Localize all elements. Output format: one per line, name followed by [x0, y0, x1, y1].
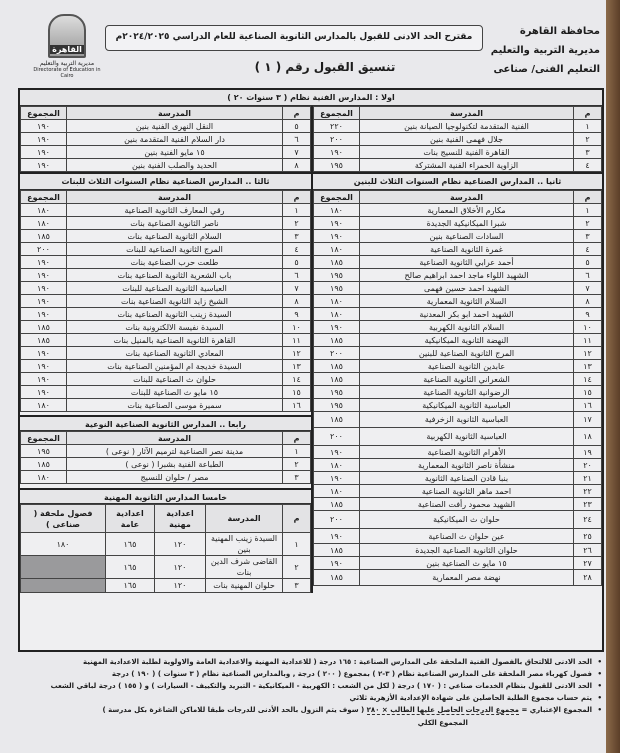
school-name: ١٥ مايو الفنية بنين — [67, 146, 283, 159]
row-number: ١٠ — [574, 321, 602, 334]
table-row — [21, 321, 311, 334]
school-name: السيدة خديجة ام المؤمنين الصناعية بنات — [67, 360, 283, 373]
row-number: ١٢ — [283, 347, 311, 360]
min-score: ١٨٠ — [21, 399, 67, 412]
min-score: ١٨٠ — [21, 471, 67, 484]
school-name: السلام الثانوية الكهربية — [360, 321, 574, 334]
min-score: ١٨٥ — [21, 334, 67, 347]
col-number: م — [574, 191, 602, 204]
row-number: ٢١ — [574, 472, 602, 485]
row-number: ١٢ — [574, 347, 602, 360]
notes-list — [16, 656, 604, 729]
school-name: القاهرة الثانوية الصناعية بالمنيل بنات — [67, 334, 283, 347]
min-score: ٢٢٠ — [314, 120, 360, 133]
min-score: ١٩٥ — [21, 445, 67, 458]
school-name: عين حلوان ث الصناعية — [360, 529, 574, 544]
row-number: ٢٨ — [574, 570, 602, 586]
table-row — [21, 243, 311, 256]
col-number: م — [283, 107, 311, 120]
school-name: النهضة الثانوية الميكانيكية — [360, 334, 574, 347]
table-row — [314, 159, 602, 172]
header-row — [21, 191, 311, 204]
col-total: المجموع — [21, 432, 67, 445]
table-row — [21, 579, 311, 593]
table-row — [314, 557, 602, 570]
min-score: ١٩٠ — [21, 146, 67, 159]
min-score: ٢٠٠ — [314, 428, 360, 446]
note: • الحد الادنى للقبول بنظام الخدمات صناعي : ( ١٧٠ ) درجة ( لكل من الشعب : الكهربية - الميكانيكية - التبريد والتكييف - السيارات ) و ( ١٥٥ ) درجة لباقي الشعب — [16, 680, 604, 692]
min-score: ١٨٥ — [314, 256, 360, 269]
school-name: الفنية المتقدمة لتكنولوجيا الصيانة بنين — [360, 120, 574, 133]
min-score: ١٨٠ — [21, 204, 67, 217]
row-number: ٣ — [283, 579, 311, 593]
school-name: الأهرام الثانوية الصناعية — [360, 446, 574, 459]
min-score: ١٩٠ — [21, 308, 67, 321]
section2-title: ثانيا .. المدارس الصناعية نظام السنوات الثلاث للبنين — [313, 174, 602, 190]
school-name: النقل النهرى الفنية بنين — [67, 120, 283, 133]
school-name: حلوان ث الميكانيكية — [360, 511, 574, 529]
min-score: ١٨٥ — [314, 334, 360, 347]
min-score: ١٨٥ — [314, 360, 360, 373]
table-row — [21, 217, 311, 230]
note: • الحد الادنى للالتحاق بالفصول الفنية الملحقة على المدارس الصناعية : ١٦٥ درجة ( للاعدادية المهنية والاعدادية العامة والاولوية لطلبة الاعدادية المهنية — [16, 656, 604, 668]
header-row — [314, 191, 602, 204]
min-score: ١٩٠ — [21, 347, 67, 360]
section4-title: رابعا .. المدارس الثانوية الصناعية النوعية — [20, 415, 311, 431]
min-score: ١٩٠ — [21, 256, 67, 269]
school-name: العباسية الثانوية الكهربية — [360, 428, 574, 446]
row-number: ٩ — [574, 308, 602, 321]
general-prep-score: ١٦٥ — [106, 556, 155, 579]
row-number: ٨ — [574, 295, 602, 308]
min-score: ١٩٠ — [21, 133, 67, 146]
col-header: اعدادية عامة — [106, 505, 155, 533]
school-name: مكارم الأخلاق المعمارية — [360, 204, 574, 217]
school-name: السلام الثانوية المعمارية — [360, 295, 574, 308]
school-name: السيدة زينب الثانوية الصناعية بنات — [67, 308, 283, 321]
row-number: ٧ — [574, 282, 602, 295]
col-total: المجموع — [21, 107, 67, 120]
min-score: ١٨٥ — [314, 498, 360, 511]
table-row — [314, 256, 602, 269]
min-score: ١٩٠ — [21, 386, 67, 399]
table-row — [314, 428, 602, 446]
min-score: ١٨٠ — [314, 308, 360, 321]
header-row — [314, 107, 602, 120]
row-number: ١٩ — [574, 446, 602, 459]
school-name: السلام الثانوية الصناعية بنات — [67, 230, 283, 243]
row-number: ٤ — [283, 243, 311, 256]
col-header: اعدادية مهنية — [154, 505, 205, 533]
formula-remark: ( سوف يتم النزول بالحد الأدنى للدرجات طبقا للاماكن الشاغرة بكل مدرسة ) — [102, 706, 365, 714]
formula-denominator: المجموع الكلي — [417, 719, 468, 727]
min-score: ١٨٠ — [314, 204, 360, 217]
row-number: ٣ — [574, 146, 602, 159]
min-score: ١٩٠ — [314, 446, 360, 459]
min-score: ١٩٠ — [21, 159, 67, 172]
general-prep-score: ١٦٥ — [106, 533, 155, 556]
directorate: مديرية التربية والتعليم — [490, 45, 600, 56]
table-row — [314, 133, 602, 146]
school-name: العباسية الثانوية الزخرفية — [360, 412, 574, 428]
min-score: ١٩٠ — [21, 269, 67, 282]
school-name: القاضى شرف الدين بنات — [206, 556, 283, 579]
min-score: ١٨٠ — [314, 243, 360, 256]
school-name: دار السلام الفنية المتقدمة بنين — [67, 133, 283, 146]
girls-schools-table — [20, 190, 311, 412]
row-number: ١٠ — [283, 321, 311, 334]
logo-subtitle: مديرية التربية والتعليم — [39, 60, 95, 67]
col-total: المجموع — [21, 191, 67, 204]
table-row — [314, 269, 602, 282]
row-number: ٢ — [283, 458, 311, 471]
school-name: السيدة نفيسة الالكترونية بنات — [67, 321, 283, 334]
vocational-prep-score: ١٢٠ — [154, 579, 205, 593]
col-school: المدرسة — [360, 107, 574, 120]
min-score: ١٩٥ — [314, 386, 360, 399]
min-score: ١٨٠ — [314, 295, 360, 308]
min-score: ١٨٥ — [314, 412, 360, 428]
school-name: العباسية الثانوية الصناعية للبنات — [67, 282, 283, 295]
logo-text: القاهرة — [50, 45, 84, 54]
row-number: ٨ — [283, 295, 311, 308]
formula-note — [16, 704, 604, 729]
row-number: ١ — [283, 533, 311, 556]
school-name: سميرة موسى الصناعية بنات — [67, 399, 283, 412]
table-row — [314, 230, 602, 243]
table-row — [21, 146, 311, 159]
school-name: حلوان ث الصناعية للبنات — [67, 373, 283, 386]
table-row — [314, 472, 602, 485]
table-row — [314, 399, 602, 412]
section1-title: اولا : المدارس الفنية نظام ( ٣ سنوات ٢٠ ) — [20, 90, 602, 106]
school-name: الطباعة الفنية بشبرا ( نوعى ) — [67, 458, 283, 471]
table-row — [21, 308, 311, 321]
row-number: ١٧ — [574, 412, 602, 428]
table-row — [314, 295, 602, 308]
school-name: الشهيد اللواء ماجد احمد ابراهيم صالح — [360, 269, 574, 282]
min-score: ١٩٥ — [314, 282, 360, 295]
row-number: ٤ — [574, 159, 602, 172]
table-row — [21, 533, 311, 556]
specialized-schools-table — [20, 431, 311, 484]
table-row — [314, 120, 602, 133]
vocational-prep-score: ١٢٠ — [154, 533, 205, 556]
row-number: ١ — [574, 204, 602, 217]
min-score: ١٨٥ — [314, 544, 360, 557]
table-row — [314, 511, 602, 529]
col-school: المدرسة — [67, 107, 283, 120]
row-number: ٢٣ — [574, 498, 602, 511]
school-name: الشيخ زايد الثانوية الصناعية بنات — [67, 295, 283, 308]
min-score: ١٨٠ — [21, 217, 67, 230]
col-header: المدرسة — [206, 505, 283, 533]
table-row — [21, 556, 311, 579]
vocational-schools-table — [20, 504, 311, 593]
section5-title: خامسا المدارس الثانوية المهنية — [20, 488, 311, 504]
min-score: ١٩٠ — [314, 230, 360, 243]
school-name: نهضة مصر المعمارية — [360, 570, 574, 586]
min-score: ٢٠٠ — [314, 511, 360, 529]
header-row — [21, 432, 311, 445]
min-score: ١٩٠ — [314, 146, 360, 159]
note: • يتم حساب مجموع الطلبة الحاصلين على شهادة الإعدادية الأزهرية ثلاثي — [16, 692, 604, 704]
school-name: بنبا قادن الصناعية الثانوية — [360, 472, 574, 485]
table-row — [314, 146, 602, 159]
school-name: رقي المعارف الثانوية الصناعية — [67, 204, 283, 217]
row-number: ١٦ — [283, 399, 311, 412]
governorate: محافظة القاهرة — [519, 26, 600, 37]
row-number: ١٦ — [574, 399, 602, 412]
table-row — [314, 485, 602, 498]
col-total: المجموع — [314, 191, 360, 204]
table-row — [314, 243, 602, 256]
annex-class-score — [21, 579, 106, 593]
background-edge — [606, 0, 620, 753]
min-score: ١٩٠ — [21, 373, 67, 386]
table-row — [21, 256, 311, 269]
school-name: ١٥ مايو ث الصناعية بنين — [360, 557, 574, 570]
note: • فصول كهرباء مصر الملحقة على المدارس الصناعية نظام ( ٣-٢ ) بمجموع ( ٢٠٠ ) درجة , وبالمدارس الصناعية نظام ( ٣ سنوات ) ( ١٩٠ ) درجة — [16, 668, 604, 680]
school-name: القاهرة الفنية للنسيج بنات — [360, 146, 574, 159]
min-score: ١٨٥ — [21, 458, 67, 471]
table-row — [21, 458, 311, 471]
row-number: ٢ — [574, 133, 602, 146]
table-row — [314, 217, 602, 230]
header-row — [21, 107, 311, 120]
min-score: ١٩٠ — [314, 529, 360, 544]
col-total: المجموع — [314, 107, 360, 120]
table-row — [21, 230, 311, 243]
department: التعليم الفنى/ صناعى — [493, 64, 600, 75]
min-score: ٢٠٠ — [314, 347, 360, 360]
table-row — [314, 334, 602, 347]
row-number: ١ — [283, 204, 311, 217]
school-name: الرضوانية الثانوية الصناعية — [360, 386, 574, 399]
table-row — [21, 282, 311, 295]
table-row — [21, 295, 311, 308]
boys-schools-table — [313, 190, 602, 586]
school-name: الشعراني الثانوية الصناعية — [360, 373, 574, 386]
annex-class-score: ١٨٠ — [21, 533, 106, 556]
table-row — [314, 360, 602, 373]
min-score: ١٩٥ — [314, 159, 360, 172]
school-name: المرج الثانوية الصناعية للبنين — [360, 347, 574, 360]
formula-fraction — [367, 704, 519, 729]
row-number: ٢٠ — [574, 459, 602, 472]
vocational-prep-score: ١٢٠ — [154, 556, 205, 579]
table-row — [314, 308, 602, 321]
school-name: طلعت حرب الصناعية بنات — [67, 256, 283, 269]
min-score: ١٨٥ — [21, 230, 67, 243]
row-number: ٧ — [283, 282, 311, 295]
col-header: فصول ملحقة ( صناعى ) — [21, 505, 106, 533]
table-row — [21, 445, 311, 458]
table-row — [314, 321, 602, 334]
annex-class-score — [21, 556, 106, 579]
school-name: المرج الثانوية الصناعية للبنات — [67, 243, 283, 256]
row-number: ٤ — [574, 243, 602, 256]
school-name: احمد ماهر الثانوية الصناعية — [360, 485, 574, 498]
header-row — [21, 505, 311, 533]
table-row — [21, 347, 311, 360]
school-name: جلال فهمى الفنية بنين — [360, 133, 574, 146]
row-number: ٥ — [283, 256, 311, 269]
row-number: ٢ — [283, 556, 311, 579]
min-score: ١٩٥ — [314, 399, 360, 412]
directorate-logo — [32, 14, 102, 79]
table-row — [21, 120, 311, 133]
school-name: السادات الصناعية بنين — [360, 230, 574, 243]
school-name: حلوان المهنية بنات — [206, 579, 283, 593]
document-title: مقترح الحد الادنى للقبول بالمدارس الثانوية الصناعية للعام الدراسي ٢٠٢٤/٢٠٢٥م — [105, 25, 483, 51]
formula-lhs: المجموع الإعتباري = — [521, 706, 592, 714]
col-school: المدرسة — [67, 191, 283, 204]
logo-emblem-icon — [48, 14, 86, 58]
table-row — [314, 446, 602, 459]
school-name: حلوان الثانوية الصناعية الجديدة — [360, 544, 574, 557]
table-row — [314, 412, 602, 428]
school-name: مصر / حلوان للنسيج — [67, 471, 283, 484]
min-score: ١٩٠ — [314, 557, 360, 570]
general-prep-score: ١٦٥ — [106, 579, 155, 593]
school-name: المعادي الثانوية الصناعية بنات — [67, 347, 283, 360]
table-row — [314, 544, 602, 557]
table-row — [21, 399, 311, 412]
row-number: ١٥ — [574, 386, 602, 399]
school-name: أحمد عرابي الثانوية الصناعية — [360, 256, 574, 269]
min-score: ١٨٥ — [314, 570, 360, 586]
row-number: ٦ — [283, 269, 311, 282]
table-row — [314, 282, 602, 295]
table-row — [314, 373, 602, 386]
row-number: ١ — [283, 445, 311, 458]
row-number: ٣ — [283, 230, 311, 243]
min-score: ١٨٥ — [314, 373, 360, 386]
school-name: غمرة الثانوية الصناعية — [360, 243, 574, 256]
min-score: ١٨٠ — [314, 459, 360, 472]
row-number: ٢٥ — [574, 529, 602, 544]
school-name: العباسية الثانوية الميكانيكية — [360, 399, 574, 412]
table-row — [21, 360, 311, 373]
row-number: ٧ — [283, 146, 311, 159]
min-score: ٢٠٠ — [314, 133, 360, 146]
school-name: الحديد والصلب الفنية بنين — [67, 159, 283, 172]
table-row — [21, 334, 311, 347]
row-number: ٥ — [574, 256, 602, 269]
min-score: ١٩٠ — [21, 120, 67, 133]
school-name: الزاوية الحمراء الفنية المشتركة — [360, 159, 574, 172]
row-number: ١٤ — [283, 373, 311, 386]
col-number: م — [574, 107, 602, 120]
section1-right-table — [313, 106, 602, 172]
section3-title: ثالثا .. المدارس الصناعية نظام السنوات الثلاث للبنات — [20, 174, 311, 190]
table-row — [314, 570, 602, 586]
row-number: ٢٢ — [574, 485, 602, 498]
min-score: ٢٠٠ — [21, 243, 67, 256]
row-number: ١٣ — [283, 360, 311, 373]
row-number: ٣ — [574, 230, 602, 243]
row-number: ٢ — [574, 217, 602, 230]
row-number: ٦ — [283, 133, 311, 146]
min-score: ١٩٠ — [21, 360, 67, 373]
col-number: م — [283, 432, 311, 445]
school-name: عابدين الثانوية الصناعية — [360, 360, 574, 373]
row-number: ٢٤ — [574, 511, 602, 529]
row-number: ٨ — [283, 159, 311, 172]
table-row — [314, 386, 602, 399]
row-number: ٣ — [283, 471, 311, 484]
row-number: ١٤ — [574, 373, 602, 386]
table-row — [314, 498, 602, 511]
min-score: ١٩٠ — [21, 282, 67, 295]
table-row — [314, 459, 602, 472]
min-score: ١٩٠ — [314, 321, 360, 334]
school-name: باب الشعرية الثانوية الصناعية بنات — [67, 269, 283, 282]
row-number: ٥ — [283, 120, 311, 133]
row-number: ١٣ — [574, 360, 602, 373]
row-number: ١١ — [283, 334, 311, 347]
min-score: ١٩٠ — [314, 472, 360, 485]
table-row — [21, 269, 311, 282]
school-name: منشأة ناصر الثانوية المعمارية — [360, 459, 574, 472]
row-number: ١ — [574, 120, 602, 133]
table-row — [21, 204, 311, 217]
formula-numerator: مجموع الدرجات الحاصل عليها الطالب × ٢٨٠ — [366, 706, 519, 714]
row-number: ٢٦ — [574, 544, 602, 557]
school-name: الشهيد احمد ابو بكر المعدنية — [360, 308, 574, 321]
min-score: ١٩٠ — [21, 295, 67, 308]
col-school: المدرسة — [360, 191, 574, 204]
table-row — [21, 133, 311, 146]
min-score: ١٨٠ — [314, 485, 360, 498]
row-number: ١١ — [574, 334, 602, 347]
issuer-block — [491, 22, 600, 79]
school-name: الشهيد احمد حسين فهمى — [360, 282, 574, 295]
school-name: السيدة زينب المهنية بنين — [206, 533, 283, 556]
row-number: ٩ — [283, 308, 311, 321]
min-score: ١٩٥ — [314, 269, 360, 282]
row-number: ٢٧ — [574, 557, 602, 570]
school-name: ١٥ مايو ث الصناعية للبنات — [67, 386, 283, 399]
admission-table — [18, 88, 604, 652]
school-name: مدينة نصر الصناعية لترميم الآثار ( نوعى ) — [67, 445, 283, 458]
table-row — [314, 204, 602, 217]
table-row — [21, 373, 311, 386]
school-name: الشهيد محمود رأفت الصناعية — [360, 498, 574, 511]
table-row — [21, 159, 311, 172]
min-score: ١٨٥ — [21, 321, 67, 334]
logo-english: Directorate of Education in Cairo — [33, 67, 101, 79]
row-number: ١٨ — [574, 428, 602, 446]
row-number: ٢ — [283, 217, 311, 230]
col-number: م — [283, 191, 311, 204]
table-row — [314, 529, 602, 544]
school-name: شبرا الميكانيكية الجديدة — [360, 217, 574, 230]
row-number: ٦ — [574, 269, 602, 282]
school-name: ناصر الثانوية الصناعية بنات — [67, 217, 283, 230]
col-header: م — [283, 505, 311, 533]
table-row — [21, 386, 311, 399]
table-row — [314, 347, 602, 360]
document-subtitle: تنسيق القبول رقم ( ١ ) — [254, 60, 396, 74]
min-score: ١٩٠ — [314, 217, 360, 230]
section1-left-table — [20, 106, 311, 172]
col-school: المدرسة — [67, 432, 283, 445]
table-row — [21, 471, 311, 484]
row-number: ١٥ — [283, 386, 311, 399]
